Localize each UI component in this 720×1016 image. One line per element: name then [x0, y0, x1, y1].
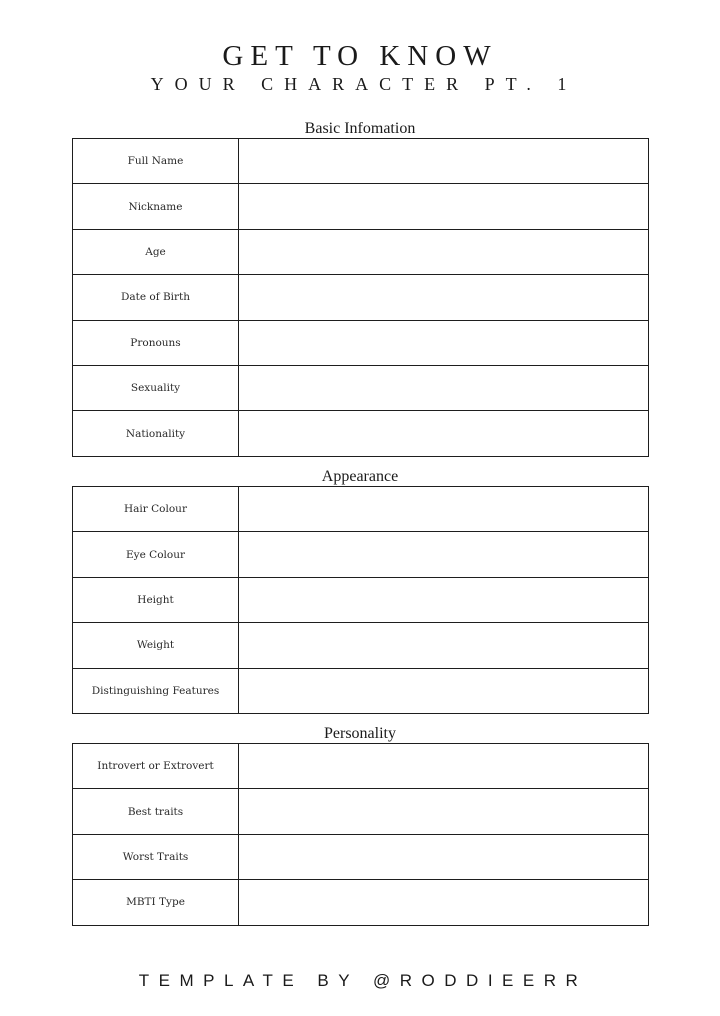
field-label-hair-colour: Hair Colour [73, 487, 239, 532]
field-label-weight: Weight [73, 623, 239, 668]
section-heading-basic-information: Basic Infomation [304, 120, 416, 137]
table-row [73, 668, 649, 713]
table-row [73, 139, 649, 184]
field-label-height: Height [73, 577, 239, 622]
mbti-type-field[interactable] [239, 880, 649, 925]
table-row [73, 365, 649, 410]
table-row [73, 229, 649, 274]
weight-field[interactable] [239, 623, 649, 668]
field-label-eye-colour: Eye Colour [73, 532, 239, 577]
introvert-or-extrovert-field[interactable] [239, 744, 649, 789]
date-of-birth-field[interactable] [239, 275, 649, 320]
field-label-full-name: Full Name [73, 139, 239, 184]
basic-information-table [72, 138, 649, 457]
field-label-nickname: Nickname [73, 184, 239, 229]
table-row [73, 880, 649, 925]
field-label-nationality: Nationality [73, 411, 239, 456]
field-label-sexuality: Sexuality [73, 365, 239, 410]
eye-colour-field[interactable] [239, 532, 649, 577]
nickname-field[interactable] [239, 184, 649, 229]
field-label-worst-traits: Worst Traits [73, 834, 239, 879]
page-subtitle: YOUR CHARACTER PT. 1 [150, 74, 578, 94]
worst-traits-field[interactable] [239, 834, 649, 879]
template-credit: TEMPLATE BY @RODDIEERR [138, 971, 588, 990]
field-label-best-traits: Best traits [73, 789, 239, 834]
section-heading-personality: Personality [324, 725, 396, 742]
table-row [73, 789, 649, 834]
field-label-date-of-birth: Date of Birth [73, 275, 239, 320]
distinguishing-features-field[interactable] [239, 668, 649, 713]
section-heading-appearance: Appearance [321, 468, 399, 485]
page-title: GET TO KNOW [222, 40, 498, 72]
table-row [73, 744, 649, 789]
field-label-pronouns: Pronouns [73, 320, 239, 365]
table-row [73, 834, 649, 879]
hair-colour-field[interactable] [239, 487, 649, 532]
field-label-introvert-or-extrovert: Introvert or Extrovert [73, 744, 239, 789]
full-name-field[interactable] [239, 139, 649, 184]
age-field[interactable] [239, 229, 649, 274]
table-row [73, 275, 649, 320]
appearance-table [72, 486, 649, 714]
best-traits-field[interactable] [239, 789, 649, 834]
field-label-mbti-type: MBTI Type [73, 880, 239, 925]
personality-table [72, 743, 649, 926]
table-row [73, 577, 649, 622]
pronouns-field[interactable] [239, 320, 649, 365]
field-label-age: Age [73, 229, 239, 274]
table-row [73, 411, 649, 456]
table-row [73, 487, 649, 532]
table-row [73, 623, 649, 668]
height-field[interactable] [239, 577, 649, 622]
table-row [73, 320, 649, 365]
nationality-field[interactable] [239, 411, 649, 456]
field-label-distinguishing-features: Distinguishing Features [73, 668, 239, 713]
table-row [73, 532, 649, 577]
sexuality-field[interactable] [239, 365, 649, 410]
table-row [73, 184, 649, 229]
